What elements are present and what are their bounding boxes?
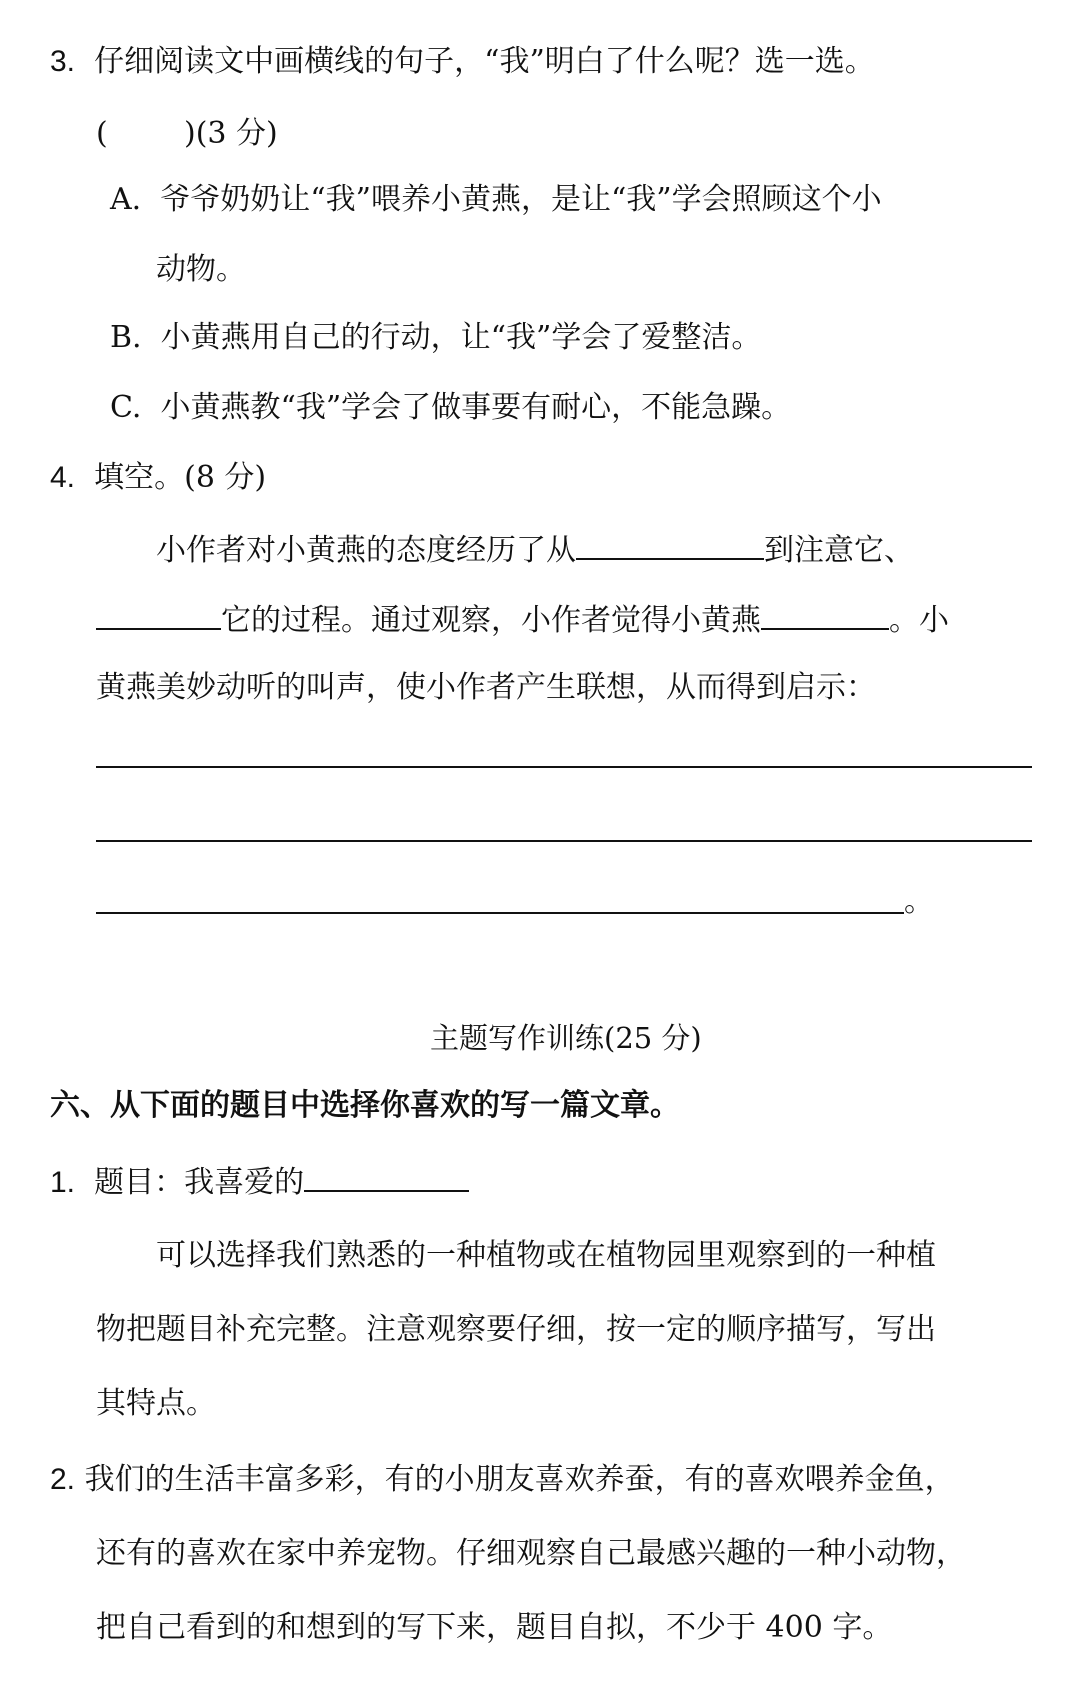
q4-line3: 黄燕美妙动听的叫声，使小作者产生联想，从而得到启示： xyxy=(96,670,876,705)
item1-title: 题目：我喜爱的 xyxy=(94,1165,305,1200)
q3-option-b xyxy=(110,318,761,358)
fill-blank-2[interactable] xyxy=(96,598,221,630)
item2-text: 我们的生活丰富多彩，有的小朋友喜欢养蚕，有的喜欢喂养金鱼， xyxy=(84,1462,955,1497)
answer-line-3[interactable] xyxy=(96,912,904,914)
q3-question-line xyxy=(50,42,875,82)
q4-title: 填空。(8 分) xyxy=(94,460,267,495)
q3-number: 3. xyxy=(50,45,76,78)
writing-heading: 主题写作训练(25 分) xyxy=(430,1021,702,1055)
item2-number: 2. xyxy=(50,1463,76,1496)
q4-end-mark: 。 xyxy=(904,884,934,919)
q3-option-c xyxy=(110,388,791,428)
item1-desc-1: 可以选择我们熟悉的一种植物或在植物园里观察到的一种植 xyxy=(156,1238,936,1273)
option-letter: A. xyxy=(110,182,142,217)
q4-text: 到注意它、 xyxy=(764,533,914,568)
option-letter: B. xyxy=(110,320,142,355)
q4-number: 4. xyxy=(50,461,76,494)
q3-answer-paren: ( )(3 分) xyxy=(96,116,278,151)
writing-item2-line1 xyxy=(50,1460,955,1500)
item1-desc-3: 其特点。 xyxy=(96,1386,216,1421)
option-text: 小黄燕用自己的行动，让“我”学会了爱整洁。 xyxy=(160,320,762,355)
item2-line3: 把自己看到的和想到的写下来，题目自拟，不少于 400 字。 xyxy=(96,1610,893,1645)
q4-text: 。小 xyxy=(889,603,949,638)
item2-line2: 还有的喜欢在家中养宠物。仔细观察自己最感兴趣的一种小动物， xyxy=(96,1536,966,1571)
answer-line-1[interactable] xyxy=(96,766,1032,768)
option-text: 爷爷奶奶让“我”喂养小黄燕，是让“我”学会照顾这个小 xyxy=(160,182,882,217)
item1-desc-2: 物把题目补充完整。注意观察要仔细，按一定的顺序描写，写出 xyxy=(96,1312,936,1347)
q3-option-a-cont: 动物。 xyxy=(156,252,246,287)
q3-question-text: 仔细阅读文中画横线的句子，“我”明白了什么呢？选一选。 xyxy=(94,44,875,79)
q4-title-line xyxy=(50,458,266,498)
title-blank[interactable] xyxy=(304,1160,469,1192)
option-text: 小黄燕教“我”学会了做事要有耐心，不能急躁。 xyxy=(160,390,792,425)
q4-text: 小作者对小黄燕的态度经历了从 xyxy=(156,533,576,568)
q4-line2 xyxy=(96,598,949,641)
item1-number: 1. xyxy=(50,1166,76,1199)
option-letter: C. xyxy=(110,390,142,425)
answer-line-2[interactable] xyxy=(96,840,1032,842)
q4-line1 xyxy=(156,528,914,571)
fill-blank-1[interactable] xyxy=(576,528,764,560)
q3-option-a xyxy=(110,180,882,220)
section-six-heading: 六、从下面的题目中选择你喜欢的写一篇文章。 xyxy=(50,1088,680,1123)
writing-item1-title xyxy=(50,1160,469,1203)
fill-blank-3[interactable] xyxy=(761,598,889,630)
q4-text: 它的过程。通过观察，小作者觉得小黄燕 xyxy=(221,603,761,638)
